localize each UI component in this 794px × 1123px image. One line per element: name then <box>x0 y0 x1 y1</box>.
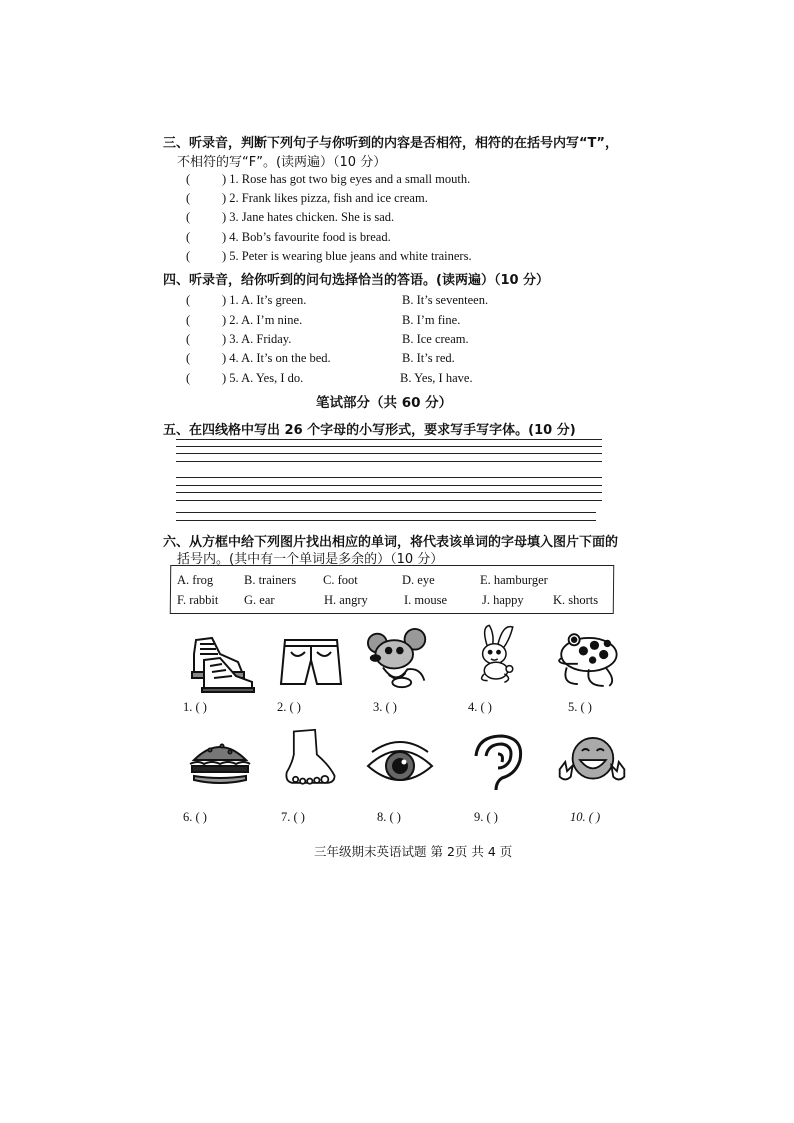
sec4-item-3: ( ) 3. A. Friday. <box>186 332 292 346</box>
grid-line <box>176 512 596 513</box>
trainers-icon <box>186 632 258 694</box>
sec3-item-5: ( ) 5. Peter is wearing blue jeans and white trainers. <box>186 249 472 263</box>
grid-line <box>176 446 602 447</box>
grid-line <box>176 461 602 462</box>
sec3-item-2: ( ) 2. Frank likes pizza, fish and ice cream. <box>186 191 428 205</box>
grid-line <box>176 453 602 454</box>
section4-title: 四、听录音，给你听到的问句选择恰当的答语。(读两遍）（10 分） <box>163 273 550 288</box>
ear-icon <box>462 732 534 794</box>
word-option: F. rabbit <box>177 593 219 607</box>
sec4-item-4-b: B. It’s red. <box>402 351 455 365</box>
page-footer: 三年级期末英语试题 第 2页 共 4 页 <box>314 844 513 859</box>
answer-slot[interactable]: 4. ( ) <box>468 700 492 714</box>
word-option: I. mouse <box>404 593 448 607</box>
foot-icon <box>272 728 344 790</box>
grid-line <box>176 477 602 478</box>
shorts-icon <box>275 632 347 694</box>
word-option: J. happy <box>482 593 524 607</box>
sec4-item-5: ( ) 5. A. Yes, I do. <box>186 371 304 385</box>
rabbit-icon <box>460 622 532 684</box>
word-option: D. eye <box>402 573 435 587</box>
section5-title: 五、在四线格中写出 26 个字母的小写形式，要求写手写字体。(10 分) <box>163 423 576 438</box>
word-option: A. frog <box>177 573 214 587</box>
sec4-item-4: ( ) 4. A. It’s on the bed. <box>186 351 331 365</box>
sec4-item-1: ( ) 1. A. It’s green. <box>186 293 307 307</box>
grid-line <box>176 520 596 521</box>
happy-face-icon <box>556 730 628 792</box>
sec3-item-1: ( ) 1. Rose has got two big eyes and a small mouth. <box>186 172 471 186</box>
word-option: C. foot <box>323 573 358 587</box>
eye-icon <box>364 734 436 796</box>
sec4-item-3-b: B. Ice cream. <box>402 332 469 346</box>
grid-line <box>176 439 602 440</box>
section6-title-line2: 括号内。(其中有一个单词是多余的）（10 分） <box>177 552 444 567</box>
sec4-item-1-b: B. It’s seventeen. <box>402 293 489 307</box>
answer-slot[interactable]: 2. ( ) <box>277 700 301 714</box>
word-option: B. trainers <box>244 573 297 587</box>
sec3-item-4: ( ) 4. Bob’s favourite food is bread. <box>186 230 391 244</box>
written-part-title: 笔试部分（共 60 分） <box>316 395 453 411</box>
sec4-item-5-b: B. Yes, I have. <box>400 371 473 385</box>
sec4-item-2: ( ) 2. A. I’m nine. <box>186 313 303 327</box>
grid-line <box>176 492 602 493</box>
frog-icon <box>552 630 624 692</box>
word-option: E. hamburger <box>480 573 548 587</box>
answer-slot[interactable]: 10. ( ) <box>570 810 601 824</box>
answer-slot[interactable]: 9. ( ) <box>474 810 498 824</box>
section3-title-line2: 不相符的写“F”。(读两遍）（10 分） <box>177 155 387 170</box>
word-option: G. ear <box>244 593 275 607</box>
answer-slot[interactable]: 6. ( ) <box>183 810 207 824</box>
answer-slot[interactable]: 5. ( ) <box>568 700 592 714</box>
answer-slot[interactable]: 8. ( ) <box>377 810 401 824</box>
word-option: H. angry <box>324 593 368 607</box>
hamburger-icon <box>184 732 256 794</box>
answer-slot[interactable]: 3. ( ) <box>373 700 397 714</box>
section6-title-line1: 六、从方框中给下列图片找出相应的单词，将代表该单词的字母填入图片下面的 <box>163 535 619 550</box>
grid-line <box>176 500 602 501</box>
sec3-item-3: ( ) 3. Jane hates chicken. She is sad. <box>186 210 395 224</box>
sec4-item-2-b: B. I’m fine. <box>402 313 461 327</box>
word-option: K. shorts <box>553 593 599 607</box>
grid-line <box>176 485 602 486</box>
mouse-icon <box>362 628 434 690</box>
section3-title-line1: 三、听录音，判断下列句子与你听到的内容是否相符，相符的在括号内写“T”， <box>163 136 618 151</box>
answer-slot[interactable]: 7. ( ) <box>281 810 305 824</box>
answer-slot[interactable]: 1. ( ) <box>183 700 207 714</box>
